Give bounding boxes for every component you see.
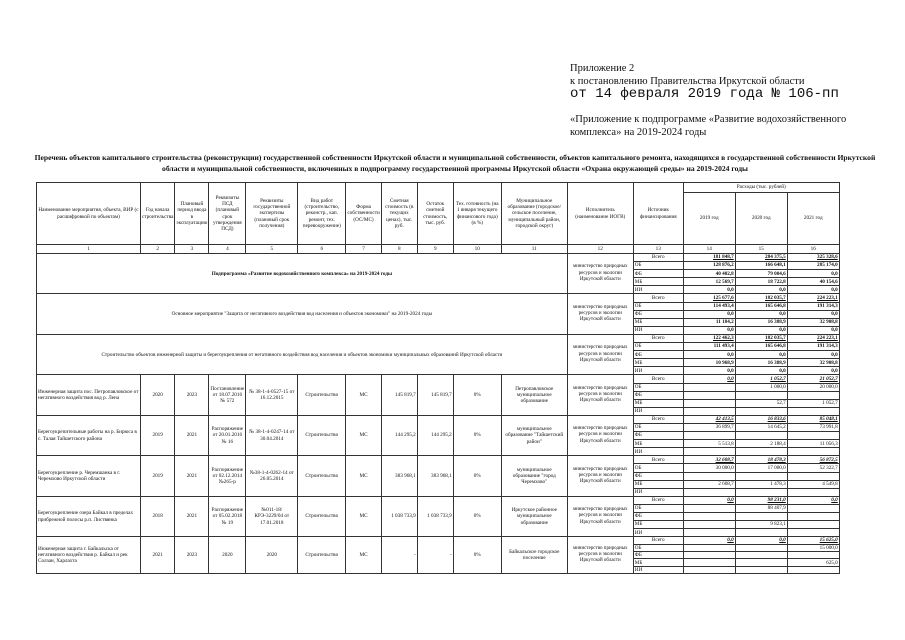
expense-value: 40 154,6 <box>787 278 839 286</box>
expense-value: 40 402,8 <box>683 270 735 278</box>
expense-value: 111 493,4 <box>683 343 735 351</box>
expense-value: 284 375,5 <box>735 254 787 262</box>
expense-value: 52,7 <box>735 399 787 407</box>
executor: министерство природных ресурсов и экологии Иркутской области <box>567 375 633 415</box>
funding-source: ИИ <box>633 529 683 537</box>
object-row <box>37 415 840 423</box>
expense-value <box>735 407 787 415</box>
funding-source: ФБ <box>633 351 683 359</box>
municipality: Петропавловское муниципальное образование <box>501 375 567 415</box>
expense-value <box>683 383 735 391</box>
expense-value: 122 462,3 <box>683 334 735 342</box>
expense-value: 128 876,2 <box>683 262 735 270</box>
expense-value: 14 645,2 <box>735 423 787 431</box>
expense-value: 36 899,7 <box>683 423 735 431</box>
column-number: 3 <box>175 245 209 254</box>
column-number: 1 <box>37 245 141 254</box>
work-type: Строительство <box>298 496 346 536</box>
estimated-cost: 144 295,2 <box>381 415 417 455</box>
funding-source: ФБ <box>633 391 683 399</box>
expense-value: 0,0 <box>683 326 735 334</box>
column-number: 9 <box>417 245 453 254</box>
column-number: 12 <box>567 245 633 254</box>
expense-value: 98 231,0 <box>735 496 787 504</box>
expense-value: 85 048,1 <box>787 415 839 423</box>
column-number-row <box>37 245 840 254</box>
expense-value: 0,0 <box>683 310 735 318</box>
expense-value: 20 000,0 <box>787 383 839 391</box>
expense-value: 0,0 <box>787 351 839 359</box>
executor: министерство природных ресурсов и экологии Иркутской области <box>567 254 633 294</box>
expense-value <box>735 391 787 399</box>
executor: министерство природных ресурсов и экологии Иркутской области <box>567 456 633 496</box>
column-number: 16 <box>787 245 839 254</box>
expense-value: 9 823,1 <box>735 521 787 529</box>
expense-value: 165 646,8 <box>735 302 787 310</box>
object-name: Берегоукрепление р. Черемшанка в г. Черемхово Иркутской области <box>37 456 141 496</box>
start-year: 2019 <box>141 456 175 496</box>
section-name: Основное мероприятие "Защита от негативного воздействия вод населения и объектов экономики" на 2019-2024 годы <box>37 294 568 334</box>
estimated-cost: 145 819,7 <box>381 375 417 415</box>
expense-value: 1 000,0 <box>735 383 787 391</box>
expense-value: 0,0 <box>683 351 735 359</box>
executor: министерство природных ресурсов и экологии Иркутской области <box>567 294 633 334</box>
expense-value <box>787 521 839 529</box>
end-year: 2021 <box>175 415 209 455</box>
start-year: 2019 <box>141 415 175 455</box>
funding-source: ФБ <box>633 472 683 480</box>
expense-value: 1 052,7 <box>735 375 787 383</box>
expense-value: 18 478,3 <box>735 456 787 464</box>
expense-value: 181 848,7 <box>683 254 735 262</box>
expense-value: 0,0 <box>735 326 787 334</box>
expense-value: 21 052,7 <box>787 375 839 383</box>
psd-details: Постановление от 18.07.2016 № 572 <box>209 375 246 415</box>
column-number: 7 <box>346 245 381 254</box>
col-name-header: Наименование мероприятия, объекта, ВИР (с расшифровкой по объектам) <box>37 183 141 245</box>
expense-value: 42 413,5 <box>683 415 735 423</box>
funding-source: Всего <box>633 254 683 262</box>
psd-details: 2020 <box>209 537 246 574</box>
estimated-cost: - <box>381 537 417 574</box>
decree-line: к постановлению Правительства Иркутской области <box>570 76 805 87</box>
funding-source: ФБ <box>633 513 683 521</box>
expense-value: 182 035,7 <box>735 294 787 302</box>
expense-value <box>787 448 839 456</box>
work-type: Строительство <box>298 415 346 455</box>
subtitle-line-1: «Приложение к подпрограмме «Развитие водохозяйственного <box>570 114 847 125</box>
remaining-cost: 145 819,7 <box>417 375 453 415</box>
col-work-header: Вид работ (строительство, реконстр., кап. ремонт, тех. перевооружение) <box>298 183 346 245</box>
expense-value: 0,0 <box>683 537 735 544</box>
expense-value: 2 188,4 <box>735 440 787 448</box>
object-name: Инженерная защита пос. Петропавловское от негативного воздействия вод р. Лена <box>37 375 141 415</box>
expense-value <box>683 407 735 415</box>
start-year: 2020 <box>141 375 175 415</box>
funding-source: Всего <box>633 375 683 383</box>
expense-value <box>787 566 839 573</box>
ownership: МС <box>346 456 381 496</box>
expense-value: 32 908,8 <box>787 318 839 326</box>
object-name: Инженерная защита г. Байкальска от негативного воздействия р. Байкал и рек Солзан, Харлахта <box>37 537 141 574</box>
psd-details: Распоряжение от 05.02.2018 № 19 <box>209 496 246 536</box>
expense-value <box>735 566 787 573</box>
expense-value: 0,0 <box>787 326 839 334</box>
object-row <box>37 456 840 464</box>
funding-source: ФБ <box>633 432 683 440</box>
object-name: Берегоукрепительные работы на р. Бирюса в с. Талая Тайшетского района <box>37 415 141 455</box>
expense-value <box>735 559 787 566</box>
col-psd-header: Реквизиты ПСД (плановый срок утверждения ПСД) <box>209 183 246 245</box>
expense-value: 32 908,8 <box>787 359 839 367</box>
expense-value <box>683 488 735 496</box>
expense-value: 0,0 <box>787 270 839 278</box>
expense-value: 0,0 <box>735 537 787 544</box>
expense-value: 0,0 <box>735 351 787 359</box>
expense-value <box>787 552 839 559</box>
decree-date: от 14 февраля 2019 года № 106-пп <box>570 86 839 102</box>
funding-source: МБ <box>633 399 683 407</box>
expense-value: 16 833,6 <box>735 415 787 423</box>
municipality: Иркутское районное муниципальное образование <box>501 496 567 536</box>
expense-value: 0,0 <box>683 496 735 504</box>
funding-source: ИИ <box>633 407 683 415</box>
executor: министерство природных ресурсов и экологии Иркутской области <box>567 537 633 574</box>
funding-source: Всего <box>633 415 683 423</box>
object-row <box>37 496 840 504</box>
expense-value: 32 608,7 <box>683 456 735 464</box>
expense-value: 10 968,9 <box>683 359 735 367</box>
funding-source: МБ <box>633 559 683 566</box>
expense-value: 0,0 <box>787 310 839 318</box>
remaining-cost: 383 968,1 <box>417 456 453 496</box>
readiness: 0% <box>453 375 501 415</box>
expense-value: 11 184,2 <box>683 318 735 326</box>
expense-value: 17 000,0 <box>735 464 787 472</box>
expense-value <box>735 448 787 456</box>
expense-value: 125 677,6 <box>683 294 735 302</box>
object-row <box>37 537 840 544</box>
expense-value <box>787 513 839 521</box>
document-title: Перечень объектов капитального строительства (реконструкции) государственной собственности Иркутской области и муниципальной собственности, объектов капитального ремонта, находящихся в государственной собственности Иркутской области и муниципальной собственности, включенных в подпрограмму государственной программы Иркутской области «Охрана окружающей среды» на 2019-2024 годы <box>34 153 876 173</box>
funding-source: МБ <box>633 278 683 286</box>
expense-value <box>683 544 735 551</box>
funding-source: ИИ <box>633 448 683 456</box>
col-executor-header: Исполнитель (наименование ИОГВ) <box>567 183 633 245</box>
funding-source: ОБ <box>633 343 683 351</box>
expense-value: 325 328,6 <box>787 254 839 262</box>
expense-value <box>735 488 787 496</box>
readiness: 0% <box>453 537 501 574</box>
funding-source: Всего <box>633 294 683 302</box>
expense-value: 12 569,7 <box>683 278 735 286</box>
expense-value: 30 000,0 <box>683 464 735 472</box>
funding-source: МБ <box>633 318 683 326</box>
work-type: Строительство <box>298 375 346 415</box>
remaining-cost: - <box>417 537 453 574</box>
expertise-details: № 38-1-4-0247-14 от 30.04.2014 <box>246 415 298 455</box>
expertise-details: №38-1-4-0262-14 от 26.05.2014 <box>246 456 298 496</box>
end-year: 2023 <box>175 375 209 415</box>
expense-value: 0,0 <box>735 367 787 375</box>
column-number: 4 <box>209 245 246 254</box>
expense-value: 0,0 <box>683 375 735 383</box>
expense-value <box>787 504 839 512</box>
column-number: 15 <box>735 245 787 254</box>
funding-source: ОБ <box>633 504 683 512</box>
expense-value: 0,0 <box>683 286 735 294</box>
expense-value: 165 646,8 <box>735 343 787 351</box>
expenses-header: Расходы (тыс. рублей) <box>683 183 839 193</box>
expense-value: 79 004,6 <box>735 270 787 278</box>
object-row <box>37 375 840 383</box>
expense-value <box>787 488 839 496</box>
expense-value <box>683 513 735 521</box>
start-year: 2021 <box>141 537 175 574</box>
expense-value: 191 314,3 <box>787 302 839 310</box>
expense-value <box>735 529 787 537</box>
expense-value <box>683 472 735 480</box>
expense-value <box>683 399 735 407</box>
expense-value: 18 722,8 <box>735 278 787 286</box>
expense-value: 0,0 <box>735 310 787 318</box>
col-expertise-header: Реквизиты государственной экспертизы (плановый срок получения) <box>246 183 298 245</box>
expense-value <box>683 559 735 566</box>
expense-value: 0,0 <box>787 286 839 294</box>
expense-value: 16 388,9 <box>735 359 787 367</box>
expense-value: 11 056,3 <box>787 440 839 448</box>
funding-source: ФБ <box>633 310 683 318</box>
expense-value <box>735 472 787 480</box>
year-2021-header: 2021 год <box>787 193 839 245</box>
funding-source: МБ <box>633 521 683 529</box>
expense-value <box>683 521 735 529</box>
funding-source: ОБ <box>633 262 683 270</box>
expense-value <box>735 552 787 559</box>
section-row <box>37 294 840 302</box>
readiness: 0% <box>453 456 501 496</box>
executor: министерство природных ресурсов и экологии Иркутской области <box>567 415 633 455</box>
col-source-header: Источник финансирования <box>633 183 683 245</box>
col-cost-header: Сметная стоимость (в текущих ценах), тыс. руб. <box>381 183 417 245</box>
annex-number: Приложение 2 <box>570 63 635 74</box>
expertise-details: 2020 <box>246 537 298 574</box>
expense-value: 52 322,7 <box>787 464 839 472</box>
section-row <box>37 334 840 342</box>
funding-source: МБ <box>633 480 683 488</box>
end-year: 2021 <box>175 456 209 496</box>
expense-value: 0,0 <box>683 367 735 375</box>
start-year: 2018 <box>141 496 175 536</box>
psd-details: Распоряжение от 20.01.2016 № 16 <box>209 415 246 455</box>
expense-value: 166 648,1 <box>735 262 787 270</box>
expense-value <box>683 566 735 573</box>
expense-value <box>787 432 839 440</box>
municipality: муниципальное образование "город Черемхово" <box>501 456 567 496</box>
expense-value: 114 493,4 <box>683 302 735 310</box>
object-name: Берегоукрепление озера Байкал в пределах прибрежной полосы р.п. Листвянка <box>37 496 141 536</box>
expense-value: 1 052,7 <box>787 399 839 407</box>
readiness: 0% <box>453 415 501 455</box>
expense-value <box>683 448 735 456</box>
expense-value: 1 478,3 <box>735 480 787 488</box>
funding-source: Всего <box>633 496 683 504</box>
remaining-cost: 1 038 733,9 <box>417 496 453 536</box>
executor: министерство природных ресурсов и экологии Иркутской области <box>567 496 633 536</box>
estimated-cost: 383 968,1 <box>381 456 417 496</box>
col-readiness-header: Тех. готовность (на 1 января текущего финансового года) (в %) <box>453 183 501 245</box>
annex-header <box>570 62 839 101</box>
column-number: 8 <box>381 245 417 254</box>
psd-details: Распоряжение от 02.12.2014 №265-р <box>209 456 246 496</box>
expense-value <box>787 472 839 480</box>
section-name: Строительство объектов инженерной защиты и берегоукрепления от негативного воздействия вод населения и объектов экономики муниципальных образований Иркутской области <box>37 334 568 374</box>
objects-table <box>36 182 840 574</box>
ownership: МС <box>346 415 381 455</box>
end-year: 2021 <box>175 496 209 536</box>
funding-source: ФБ <box>633 270 683 278</box>
expense-value: 2 608,7 <box>683 480 735 488</box>
expense-value: 0,0 <box>787 496 839 504</box>
column-number: 10 <box>453 245 501 254</box>
col-end-header: Плановый период ввода в эксплуатацию <box>175 183 209 245</box>
col-rest-header: Остаток сметной стоимость, тыс. руб. <box>417 183 453 245</box>
expense-value <box>683 432 735 440</box>
expense-value: 56 872,5 <box>787 456 839 464</box>
expense-value: 191 314,3 <box>787 343 839 351</box>
ownership: МС <box>346 375 381 415</box>
funding-source: ИИ <box>633 326 683 334</box>
municipality: муниципальное образование "Тайшетский район" <box>501 415 567 455</box>
year-2019-header: 2019 год <box>683 193 735 245</box>
section-name: Подпрограмма «Развитие водохозяйственного комплекса» на 2019-2024 годы <box>37 254 568 294</box>
subprogram-header <box>570 113 890 139</box>
funding-source: ФБ <box>633 552 683 559</box>
expertise-details: № 38-1-4-0527-15 от 16.12.2015 <box>246 375 298 415</box>
funding-source: Всего <box>633 456 683 464</box>
expertise-details: №011-18/КРЭ-3229/04 от 17.01.2018 <box>246 496 298 536</box>
expense-value <box>683 504 735 512</box>
expense-value <box>787 391 839 399</box>
ownership: МС <box>346 496 381 536</box>
expense-value: 16 388,9 <box>735 318 787 326</box>
expense-value: 15 000,0 <box>787 544 839 551</box>
remaining-cost: 144 295,2 <box>417 415 453 455</box>
section-row <box>37 254 840 262</box>
expense-value <box>735 513 787 521</box>
expense-value <box>735 544 787 551</box>
funding-source: ИИ <box>633 367 683 375</box>
column-number: 6 <box>298 245 346 254</box>
col-mo-header: Муниципальное образование (городское/сельское поселение, муниципальный район, городской округ) <box>501 183 567 245</box>
funding-source: ОБ <box>633 383 683 391</box>
expense-value: 0,0 <box>735 286 787 294</box>
end-year: 2023 <box>175 537 209 574</box>
funding-source: МБ <box>633 440 683 448</box>
funding-source: ОБ <box>633 464 683 472</box>
expense-value: 88 407,9 <box>735 504 787 512</box>
expense-value: 625,0 <box>787 559 839 566</box>
funding-source: ОБ <box>633 302 683 310</box>
readiness: 0% <box>453 496 501 536</box>
column-number: 14 <box>683 245 735 254</box>
ownership: МС <box>346 537 381 574</box>
expense-value <box>787 407 839 415</box>
expense-value: 182 035,7 <box>735 334 787 342</box>
col-start-header: Год начала строительства <box>141 183 175 245</box>
expense-value <box>683 552 735 559</box>
funding-source: ИИ <box>633 488 683 496</box>
expense-value: 285 174,0 <box>787 262 839 270</box>
expense-value: 224 223,1 <box>787 294 839 302</box>
column-number: 13 <box>633 245 683 254</box>
work-type: Строительство <box>298 456 346 496</box>
expense-value: 4 549,8 <box>787 480 839 488</box>
year-2020-header: 2020 год <box>735 193 787 245</box>
col-ownership-header: Форма собственности (ОС/МС) <box>346 183 381 245</box>
municipality: Байкальское городское поселение <box>501 537 567 574</box>
funding-source: ОБ <box>633 544 683 551</box>
expense-value <box>683 529 735 537</box>
expense-value: 15 625,0 <box>787 537 839 544</box>
expense-value: 0,0 <box>787 367 839 375</box>
subtitle-line-2: комплекса» на 2019-2024 годы <box>570 127 707 138</box>
column-number: 5 <box>246 245 298 254</box>
column-number: 11 <box>501 245 567 254</box>
expense-value: 5 513,8 <box>683 440 735 448</box>
header-row-1 <box>37 183 840 193</box>
funding-source: ОБ <box>633 423 683 431</box>
funding-source: МБ <box>633 359 683 367</box>
executor: министерство природных ресурсов и экологии Иркутской области <box>567 334 633 374</box>
funding-source: ИИ <box>633 286 683 294</box>
expense-value <box>787 529 839 537</box>
estimated-cost: 1 038 733,9 <box>381 496 417 536</box>
column-number: 2 <box>141 245 175 254</box>
funding-source: Всего <box>633 334 683 342</box>
funding-source: ИИ <box>633 566 683 573</box>
expense-value <box>735 432 787 440</box>
funding-source: Всего <box>633 537 683 544</box>
work-type: Строительство <box>298 537 346 574</box>
expense-value: 224 223,1 <box>787 334 839 342</box>
expense-value: 73 991,8 <box>787 423 839 431</box>
expense-value <box>683 391 735 399</box>
